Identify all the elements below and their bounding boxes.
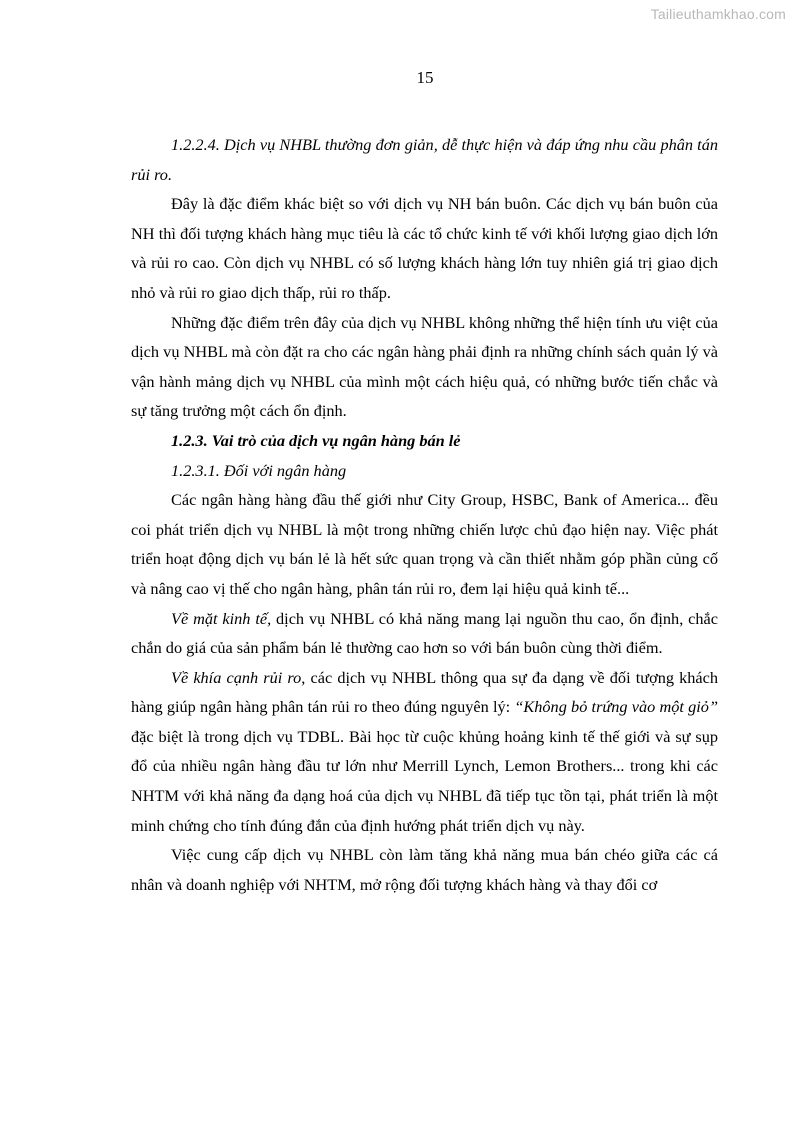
page-number: 15 xyxy=(416,68,434,87)
paragraph-4 xyxy=(131,604,718,663)
paragraph-4-lead: Về mặt kinh tế, xyxy=(171,608,272,628)
page-body xyxy=(131,130,718,899)
section-heading-1-2-2-4: 1.2.2.4. Dịch vụ NHBL thường đơn giản, dễ thực hiện và đáp ứng nhu cầu phân tán rủi ro. xyxy=(131,135,718,184)
watermark: Tailieuthamkhao.com xyxy=(650,6,786,22)
paragraph-1: Đây là đặc điểm khác biệt so với dịch vụ NH bán buôn. Các dịch vụ bán buôn của NH thì đối tượng khách hàng mục tiêu là các tổ chức kinh tế với khối lượng giao dịch lớn và rủi ro cao. Còn dịch vụ NHBL có số lượng khách hàng lớn tuy nhiên giá trị giao dịch nhỏ và rủi ro giao dịch thấp, rủi ro thấp. xyxy=(131,194,718,302)
paragraph-5-text-1: , các dịch vụ NHBL thông qua sự đa dạng về đối tượng khách hàng giúp ngân hàng phân tán rủi ro theo đúng nguyên lý: xyxy=(131,667,718,717)
section-heading-1-2-3-1: 1.2.3.1. Đối với ngân hàng xyxy=(171,460,347,480)
paragraph-4-text: dịch vụ NHBL có khả năng mang lại nguồn thu cao, ổn định, chắc chắn do giá của sản phẩm bán lẻ thường cao hơn so với bán buôn cùng thời điểm. xyxy=(131,608,718,658)
paragraph-5-quote: “Không bỏ trứng vào một giỏ” xyxy=(514,697,718,717)
paragraph-2: Những đặc điểm trên đây của dịch vụ NHBL không những thể hiện tính ưu việt của dịch vụ NHBL mà còn đặt ra cho các ngân hàng phải định ra những chính sách quản lý và vận hành mảng dịch vụ NHBL của mình một cách hiệu quả, có những bước tiến chắc và sự tăng trưởng một cách ổn định. xyxy=(131,312,718,421)
section-heading-1-2-3: 1.2.3. Vai trò của dịch vụ ngân hàng bán lẻ xyxy=(171,430,461,450)
paragraph-5 xyxy=(131,663,718,841)
paragraph-6: Việc cung cấp dịch vụ NHBL còn làm tăng khả năng mua bán chéo giữa các cá nhân và doanh nghiệp với NHTM, mở rộng đối tượng khách hàng và thay đổi cơ xyxy=(131,845,718,894)
paragraph-5-text-2: đặc biệt là trong dịch vụ TDBL. Bài học từ cuộc khủng hoảng kinh tế thế giới và sự sụp đổ của nhiều ngân hàng đầu tư lớn như Merrill Lynch, Lemon Brothers... trong khi các NHTM với khả năng đa dạng hoá của dịch vụ NHBL đã tiếp tục tồn tại, phát triển là một minh chứng cho tính đúng đắn của định hướng phát triển dịch vụ này. xyxy=(131,726,718,835)
paragraph-3: Các ngân hàng hàng đầu thế giới như City Group, HSBC, Bank of America... đều coi phát triển dịch vụ NHBL là một trong những chiến lược chủ đạo hiện nay. Việc phát triển hoạt động dịch vụ bán lẻ là hết sức quan trọng và cần thiết nhằm góp phần củng cố và nâng cao vị thế cho ngân hàng, phân tán rủi ro, đem lại hiệu quả kinh tế... xyxy=(131,490,718,598)
paragraph-5-lead: Về khía cạnh rủi ro xyxy=(171,667,302,687)
